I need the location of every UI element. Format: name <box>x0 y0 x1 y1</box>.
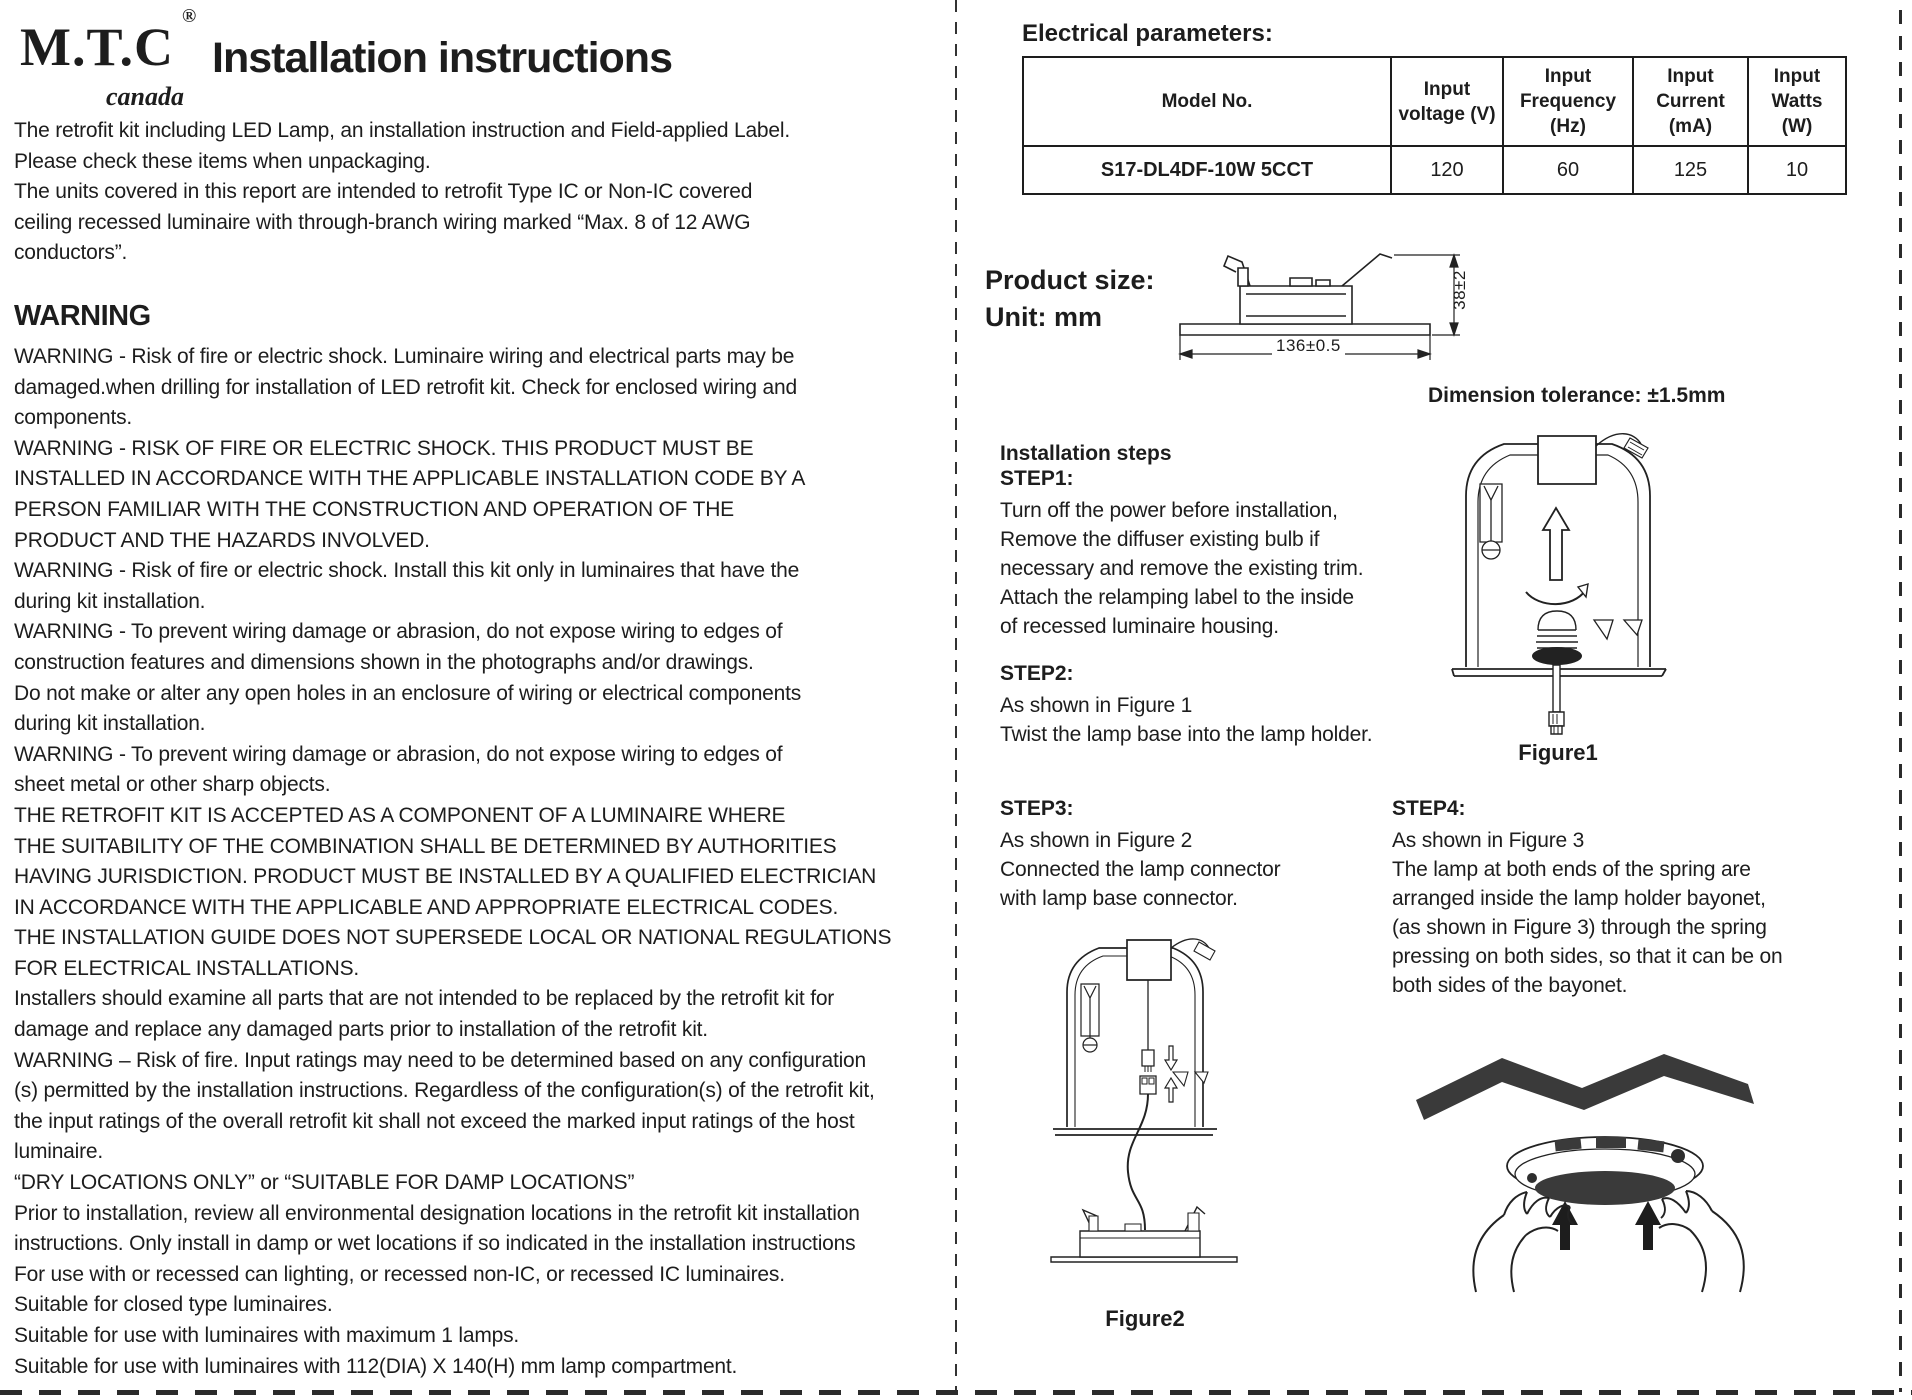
figure3-hands-drawing <box>1410 1038 1800 1293</box>
step-line: Attach the relamping label to the inside <box>1000 586 1354 609</box>
thermal-protector <box>1480 484 1502 559</box>
warning-line: (s) permitted by the installation instructions. Regardless of the configuration(s) of the retrofit kit, <box>14 1079 875 1103</box>
warning-line: PRODUCT AND THE HAZARDS INVOLVED. <box>14 528 430 552</box>
table-header-frequency: Input Frequency (Hz) <box>1503 57 1633 146</box>
ceiling-zigzag-icon <box>1416 1054 1754 1120</box>
step2-text <box>1000 691 1372 749</box>
cell-input-frequency: 60 <box>1503 146 1633 194</box>
brand-sub-text: canada <box>106 82 184 111</box>
cell-model-no: S17-DL4DF-10W 5CCT <box>1023 146 1391 194</box>
warning-line: WARNING - To prevent wiring damage or abrasion, do not expose wiring to edges of <box>14 620 783 644</box>
warning-line: construction features and dimensions shown in the photographs and/or drawings. <box>14 650 754 674</box>
right-edge-dashed-line <box>1899 10 1902 1392</box>
warning-heading: WARNING <box>14 300 151 332</box>
step3-text <box>1000 826 1280 913</box>
step-line: Twist the lamp base into the lamp holder. <box>1000 723 1373 746</box>
left-hand-icon <box>1473 1192 1574 1292</box>
intro-line: ceiling recessed luminaire with through-branch wiring marked “Max. 8 of 12 AWG <box>14 210 751 234</box>
figure2-caption: Figure2 <box>1105 1306 1185 1331</box>
cell-input-voltage: 120 <box>1391 146 1503 194</box>
lamp-connector-pair <box>1140 980 1156 1094</box>
registered-trademark-icon: ® <box>182 6 197 27</box>
warning-line: THE SUITABILITY OF THE COMBINATION SHALL BE DETERMINED BY AUTHORITIES <box>14 834 837 858</box>
warning-line: damage and replace any damaged parts prior to installation of the retrofit kit. <box>14 1018 708 1042</box>
step-line: (as shown in Figure 3) through the spring <box>1392 916 1767 939</box>
warning-line: FOR ELECTRICAL INSTALLATIONS. <box>14 956 360 980</box>
warning-line: “DRY LOCATIONS ONLY” or “SUITABLE FOR DAMP LOCATIONS” <box>14 1171 635 1195</box>
step-line: arranged inside the lamp holder bayonet, <box>1392 887 1766 910</box>
cable <box>1128 1094 1148 1230</box>
dimension-tolerance-label: Dimension tolerance: ±1.5mm <box>1428 384 1726 407</box>
product-size-line2: Unit: mm <box>985 302 1102 332</box>
cell-input-watts: 10 <box>1748 146 1846 194</box>
table-header-watts: Input Watts (W) <box>1748 57 1846 146</box>
step4-label: STEP4: <box>1392 797 1466 820</box>
step2-label: STEP2: <box>1000 662 1074 685</box>
warning-line: sheet metal or other sharp objects. <box>14 773 331 797</box>
table-header-voltage: Input voltage (V) <box>1391 57 1503 146</box>
step1-text <box>1000 496 1363 641</box>
junction-box <box>1538 434 1648 484</box>
height-dimension-label: 38±2 <box>1449 270 1469 310</box>
bayonet-slots <box>1594 620 1642 639</box>
warning-line: during kit installation. <box>14 712 206 736</box>
step-line: As shown in Figure 3 <box>1392 829 1585 852</box>
electrical-parameters-table <box>1022 56 1847 195</box>
installation-steps-heading: Installation steps <box>1000 442 1172 465</box>
warning-line: the input ratings of the overall retrofit kit shall not exceed the marked input ratings of the host <box>14 1109 855 1133</box>
warning-line: instructions. Only install in damp or wet locations if so indicated in the installation instructions <box>14 1232 856 1256</box>
intro-line: The units covered in this report are intended to retrofit Type IC or Non-IC covered <box>14 180 753 204</box>
table-header-model: Model No. <box>1023 57 1391 146</box>
warning-line: PERSON FAMILIAR WITH THE CONSTRUCTION AND OPERATION OF THE <box>14 497 734 521</box>
intro-line: conductors”. <box>14 241 128 265</box>
product-size-label <box>985 262 1155 336</box>
downlight-profile-drawing <box>1180 254 1430 335</box>
bottom-edge-dashed-line <box>0 1390 1912 1395</box>
warning-line: damaged.when drilling for installation of LED retrofit kit. Check for enclosed wiring and <box>14 375 797 399</box>
figure1-drawing <box>1438 424 1678 736</box>
step-line: both sides of the bayonet. <box>1392 974 1628 997</box>
warning-line: Suitable for closed type luminaires. <box>14 1293 333 1317</box>
step-line: As shown in Figure 2 <box>1000 829 1193 852</box>
step-line: Connected the lamp connector <box>1000 858 1281 881</box>
warning-line: Installers should examine all parts that are not intended to be replaced by the retrofit kit for <box>14 987 835 1011</box>
width-dimension-label: 136±0.5 <box>1272 336 1345 356</box>
thermal-protector <box>1081 984 1099 1052</box>
product-dimension-drawing <box>1140 228 1485 383</box>
intro-line: Please check these items when unpackaging. <box>14 149 431 173</box>
lamp-base-icon <box>1532 611 1582 665</box>
warning-line: For use with or recessed can lighting, or recessed non-IC, or recessed IC luminaires. <box>14 1262 785 1286</box>
downlight-trim-ring <box>1507 1137 1703 1205</box>
table-row <box>1023 146 1846 194</box>
junction-box <box>1127 939 1215 980</box>
warning-line: WARNING - Risk of fire or electric shock. Install this kit only in luminaires that have the <box>14 559 800 583</box>
warning-line: components. <box>14 406 133 430</box>
page-title: Installation instructions <box>212 34 672 82</box>
warning-line: THE INSTALLATION GUIDE DOES NOT SUPERSEDE LOCAL OR NATIONAL REGULATIONS <box>14 926 892 950</box>
up-arrow-icon <box>1543 508 1569 580</box>
warning-line: WARNING - RISK OF FIRE OR ELECTRIC SHOCK. THIS PRODUCT MUST BE <box>14 436 754 460</box>
step-line: As shown in Figure 1 <box>1000 694 1193 717</box>
step3-label: STEP3: <box>1000 797 1074 820</box>
intro-line: The retrofit kit including LED Lamp, an installation instruction and Field-applied Label. <box>14 119 790 142</box>
step-line: necessary and remove the existing trim. <box>1000 557 1364 580</box>
figure2-drawing <box>1045 930 1245 1302</box>
warning-line: WARNING - To prevent wiring damage or abrasion, do not expose wiring to edges of <box>14 742 783 766</box>
step-line: with lamp base connector. <box>1000 887 1238 910</box>
electrical-parameters-heading: Electrical parameters: <box>1022 20 1273 47</box>
rotate-arrow-icon <box>1526 584 1588 604</box>
figure1-caption: Figure1 <box>1518 740 1598 765</box>
down-arrow-icon <box>1165 1046 1177 1070</box>
warning-line: WARNING - Risk of fire or electric shock. Luminaire wiring and electrical parts may be <box>14 345 795 368</box>
warning-line: Prior to installation, review all environmental designation locations in the retrofit kit installation <box>14 1201 860 1225</box>
cell-input-current: 125 <box>1633 146 1748 194</box>
warning-line: WARNING – Risk of fire. Input ratings may need to be determined based on any configuration <box>14 1048 867 1072</box>
warning-line: HAVING JURISDICTION. PRODUCT MUST BE INSTALLED BY A QUALIFIED ELECTRICIAN <box>14 865 877 889</box>
warning-line: during kit installation. <box>14 589 206 613</box>
step-line: The lamp at both ends of the spring are <box>1392 858 1751 881</box>
step4-text <box>1392 826 1782 1000</box>
warning-line: INSTALLED IN ACCORDANCE WITH THE APPLICABLE INSTALLATION CODE BY A <box>14 467 806 491</box>
warning-paragraph <box>14 342 958 1382</box>
table-header-current: Input Current (mA) <box>1633 57 1748 146</box>
step-line: Turn off the power before installation, <box>1000 499 1338 522</box>
step1-label: STEP1: <box>1000 467 1074 490</box>
step-line: of recessed luminaire housing. <box>1000 615 1279 638</box>
right-hand-icon <box>1659 1191 1744 1292</box>
product-size-line1: Product size: <box>985 265 1155 295</box>
warning-line: IN ACCORDANCE WITH THE APPLICABLE AND APPROPRIATE ELECTRICAL CODES. <box>14 895 839 919</box>
step-line: pressing on both sides, so that it can be on <box>1392 945 1783 968</box>
warning-line: luminaire. <box>14 1140 104 1164</box>
warning-line: Do not make or alter any open holes in an enclosure of wiring or electrical components <box>14 681 802 705</box>
warning-line: Suitable for use with luminaires with maximum 1 lamps. <box>14 1324 520 1347</box>
step-line: Remove the diffuser existing bulb if <box>1000 528 1320 551</box>
intro-paragraph <box>14 116 954 269</box>
warning-line: Suitable for use with luminaires with 112(DIA) X 140(H) mm lamp compartment. <box>14 1354 738 1378</box>
brand-logo-text: M.T.C <box>20 17 174 77</box>
warning-line: THE RETROFIT KIT IS ACCEPTED AS A COMPONENT OF A LUMINAIRE WHERE <box>14 803 786 827</box>
up-arrow-icon <box>1165 1078 1177 1102</box>
